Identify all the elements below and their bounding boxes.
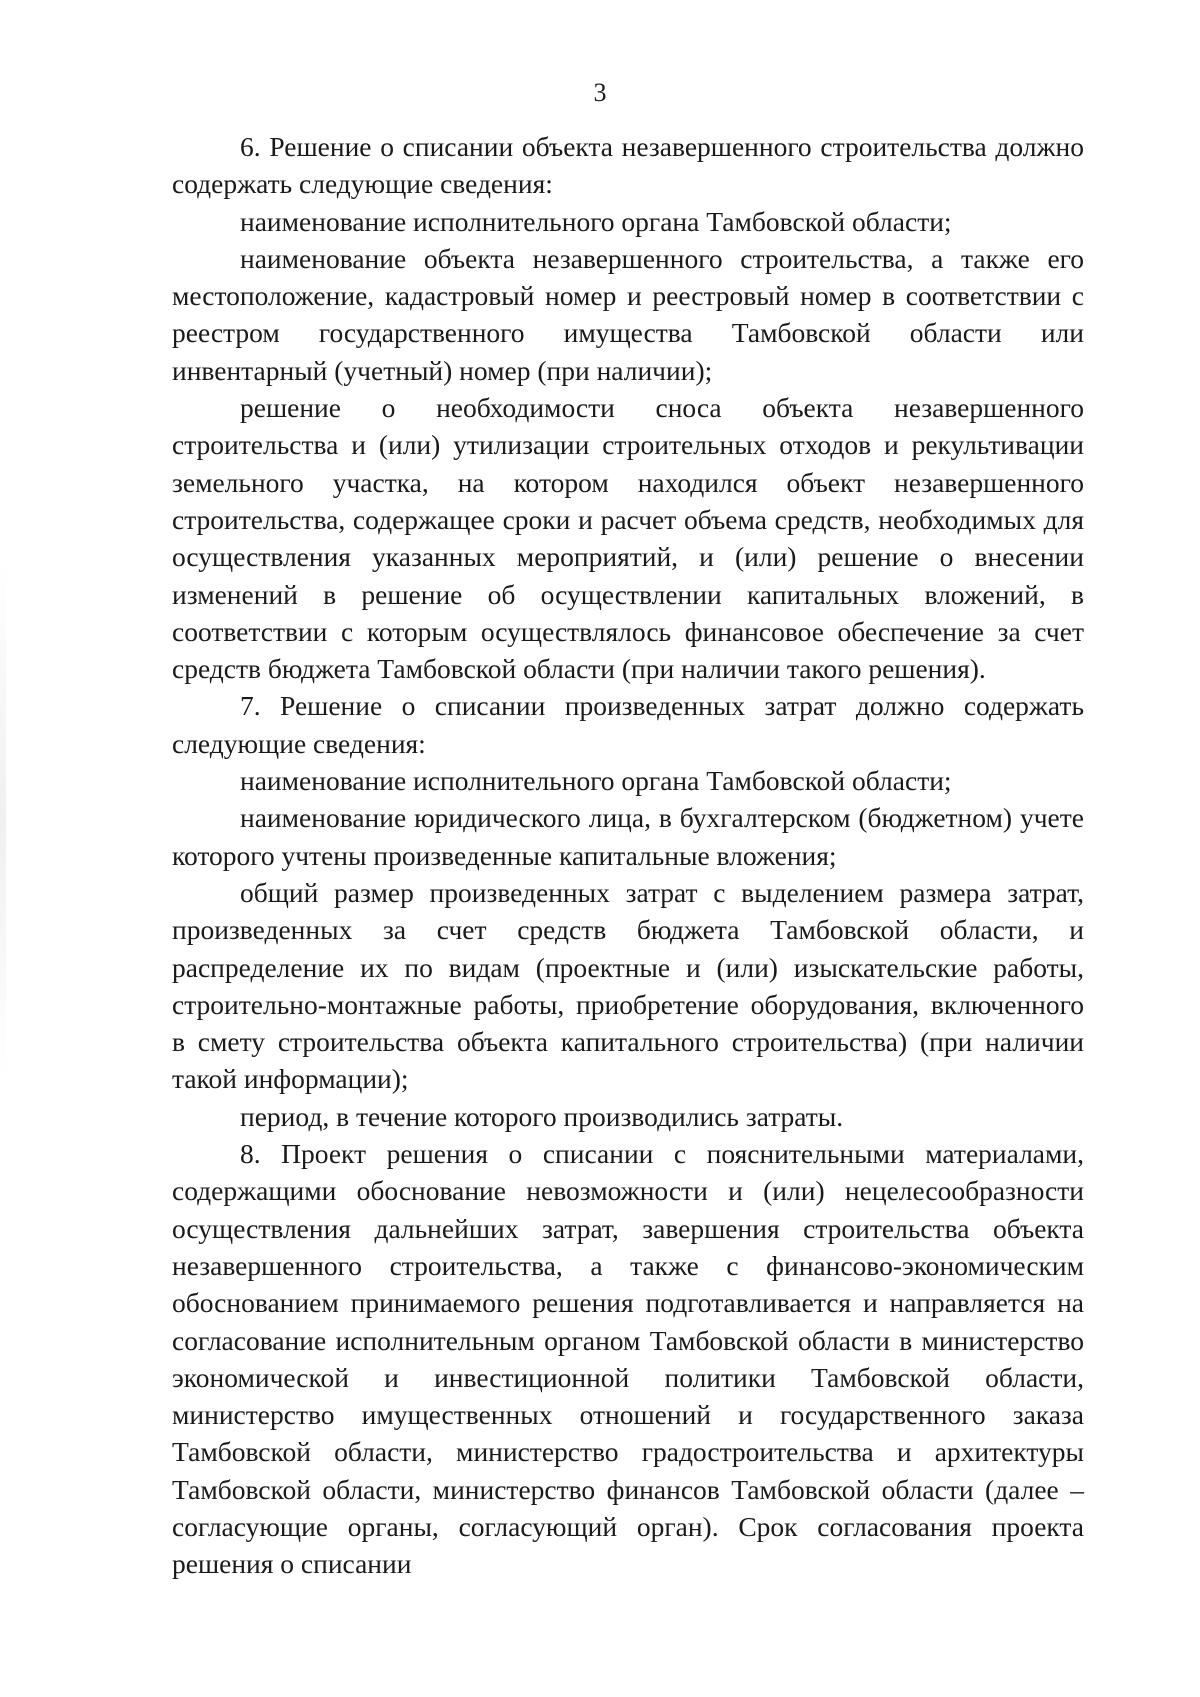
paragraph-6-item-demolition-decision: решение о необходимости сноса объекта незавершенного строительства и (или) утилизации строительных отходов и рекультивации земельного участка, на котором находился объект незавершенного строительства, содержащее сроки и расчет объема средств, необходимых для осуществления указанных мероприятий, и (или) решение о внесении изменений в решение об осуществлении капитальных вложений, в соответствии с которым осуществлялось финансовое обеспечение за счет средств бюджета Тамбовской области (при наличии такого решения).	[172, 392, 1084, 685]
paragraph-7-item-legal-entity: наименование юридического лица, в бухгалтерском (бюджетном) учете которого учтены произведенные капитальные вложения;	[172, 802, 1084, 871]
paragraph-7-item-period: период, в течение которого производились затраты.	[240, 1100, 844, 1132]
page-number: 3	[593, 78, 607, 107]
paragraph-6-item-organ-name: наименование исполнительного органа Тамбовской области;	[240, 205, 952, 237]
paragraph-7-item-organ-name: наименование исполнительного органа Тамбовской области;	[240, 765, 952, 797]
paragraph-6-item-object-name: наименование объекта незавершенного строительства, а также его местоположение, кадастровый номер и реестровый номер в соответствии с реестром государственного имущества Тамбовской области или инвентарный (учетный) номер (при наличии);	[172, 242, 1084, 386]
document-body	[172, 128, 1084, 1583]
paragraph-6-heading: 6. Решение о списании объекта незавершенного строительства должно содержать следующие сведения:	[172, 131, 1084, 200]
paragraph-8: 8. Проект решения о списании с пояснительными материалами, содержащими обоснование невозможности и (или) нецелесообразности осуществления дальнейших затрат, завершения строительства объекта незавершенного строительства, а также с финансово-экономическим обоснованием принимаемого решения подготавливается и направляется на согласование исполнительным органом Тамбовской области в министерство экономической и инвестиционной политики Тамбовской области, министерство имущественных отношений и государственного заказа Тамбовской области, министерство градостроительства и архитектуры Тамбовской области, министерство финансов Тамбовской области (далее – согласующие органы, согласующий орган). Срок согласования проекта решения о списании	[172, 1138, 1084, 1580]
paragraph-7-item-total-costs: общий размер произведенных затрат с выделением размера затрат, произведенных за счет средств бюджета Тамбовской области, и распределение их по видам (проектные и (или) изыскательские работы, строительно-монтажные работы, приобретение оборудования, включенного в смету строительства объекта капитального строительства) (при наличии такой информации);	[172, 876, 1084, 1095]
paragraph-7-heading: 7. Решение о списании произведенных затрат должно содержать следующие сведения:	[172, 690, 1084, 759]
scan-shadow	[0, 560, 6, 1080]
